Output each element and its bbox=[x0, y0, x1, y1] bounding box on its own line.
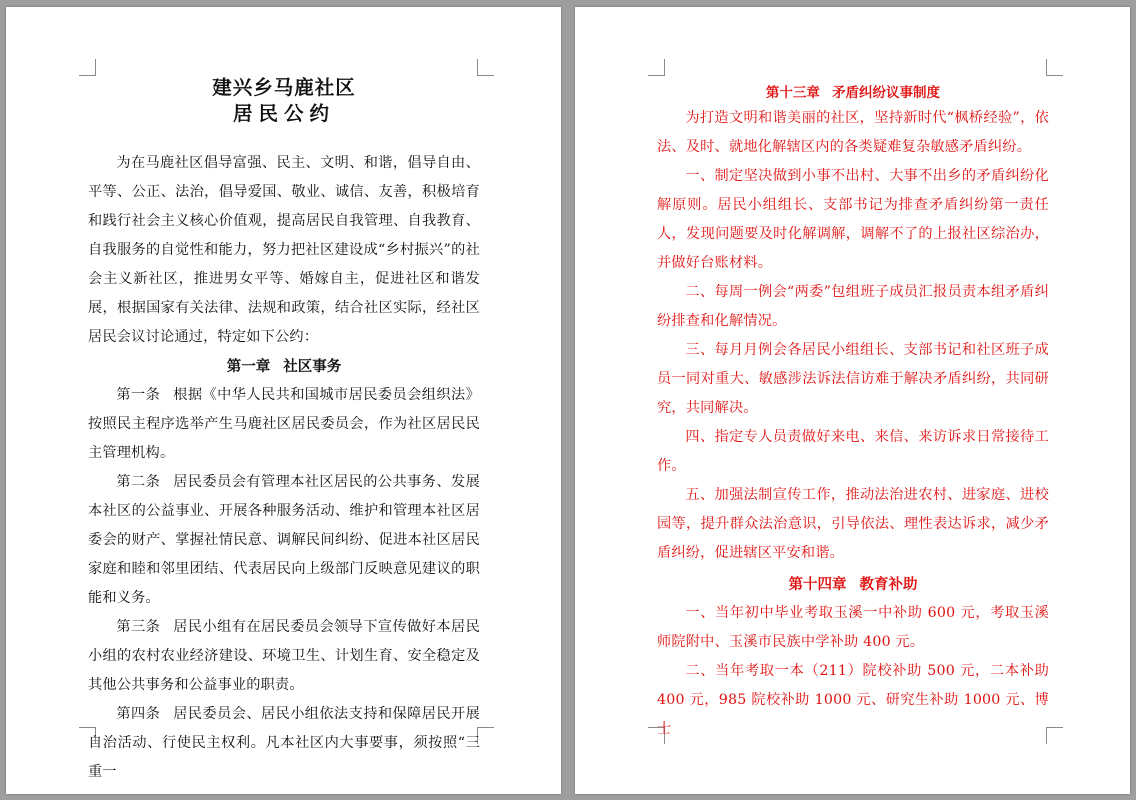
article-head: 第一条 bbox=[116, 387, 161, 403]
margin-corner-mark bbox=[1046, 59, 1063, 76]
chapter-heading bbox=[657, 82, 1049, 104]
article-head: 第三条 bbox=[116, 619, 161, 635]
list-paragraph: 五、加强法制宣传工作，推动法治进农村、进家庭、进校园等，提升群众法治意识，引导依法、理性表达诉求，减少矛盾纠纷，促进辖区平安和谐。 bbox=[657, 487, 1049, 561]
article-head: 第四条 bbox=[116, 706, 161, 722]
document-subtitle: 居民公约 bbox=[232, 102, 335, 125]
margin-corner-mark bbox=[648, 59, 665, 76]
list-paragraph: 一、当年初中毕业考取玉溪一中补助 600 元，考取玉溪师院附中、玉溪市民族中学补助 400 元。 bbox=[657, 605, 1049, 650]
intro-paragraph: 为在马鹿社区倡导富强、民主、文明、和谐，倡导自由、平等、公正、法治，倡导爱国、敬业、诚信、友善，积极培育和践行社会主义核心价值观，提高居民自我管理、自我教育、自我服务的自觉性和能力，努力把社区建设成“乡村振兴”的社会主义新社区，推进男女平等、婚嫁自主，促进社区和谐发展，根据国家有关法律、法规和政策，结合社区实际，经社区居民会议讨论通过，特定如下公约： bbox=[88, 155, 480, 345]
document-page-left bbox=[6, 7, 561, 794]
document-title: 建兴乡马鹿社区 bbox=[212, 76, 356, 99]
list-paragraph: 二、每周一例会“两委”包组班子成员汇报员责本组矛盾纠纷排查和化解情况。 bbox=[657, 284, 1049, 329]
list-paragraph: 四、指定专人员责做好来电、来信、来访诉求日常接待工作。 bbox=[657, 429, 1049, 474]
article-paragraph bbox=[88, 468, 480, 613]
chapter-name: 矛盾纠纷议事制度 bbox=[832, 85, 941, 101]
page-content-right bbox=[657, 82, 1049, 744]
article-paragraph bbox=[88, 700, 480, 787]
article-text: 居民小组有在居民委员会领导下宣传做好本居民小组的农村农业经济建设、环境卫生、计划生育、安全稳定及其他公共事务和公益事业的职责。 bbox=[88, 619, 480, 693]
chapter-number: 第十四章 bbox=[788, 576, 847, 593]
chapter-number: 第十三章 bbox=[765, 85, 820, 101]
article-paragraph bbox=[88, 381, 480, 468]
chapter-intro-paragraph: 为打造文明和谐美丽的社区，坚持新时代“枫桥经验”，依法、及时、就地化解辖区内的各类疑难复杂敏感矛盾纠纷。 bbox=[657, 110, 1049, 155]
list-paragraph: 一、制定坚决做到小事不出村、大事不出乡的矛盾纠纷化解原则。居民小组组长、支部书记为排查矛盾纠纷第一责任人，发现问题要及时化解调解，调解不了的上报社区综治办，并做好台账材料。 bbox=[657, 168, 1049, 271]
list-paragraph: 二、当年考取一本（211）院校补助 500 元，二本补助 400 元，985 院校补助 1000 元、研究生补助 1000 元、博士 bbox=[657, 663, 1049, 737]
article-paragraph bbox=[88, 613, 480, 700]
margin-corner-mark bbox=[477, 59, 494, 76]
article-head: 第二条 bbox=[116, 474, 161, 490]
margin-corner-mark bbox=[79, 59, 96, 76]
chapter-number: 第一章 bbox=[226, 358, 271, 375]
chapter-name: 社区事务 bbox=[283, 358, 342, 375]
list-paragraph: 三、每月月例会各居民小组组长、支部书记和社区班子成员一同对重大、敏感涉法诉法信访难于解决矛盾纠纷，共同研究，共同解决。 bbox=[657, 342, 1049, 416]
article-text: 根据《中华人民共和国城市居民委员会组织法》按照民主程序选举产生马鹿社区居民委员会，作为社区居民民主管理机构。 bbox=[88, 387, 480, 461]
chapter-heading bbox=[88, 352, 480, 381]
chapter-heading bbox=[657, 570, 1049, 599]
article-text: 居民委员会有管理本社区居民的公共事务、发展本社区的公益事业、开展各种服务活动、维护和管理本社区居委会的财产、掌握社情民意、调解民间纠纷、促进本社区居民家庭和睦和邻里团结、代表居民向上级部门反映意见建议的职能和义务。 bbox=[88, 474, 480, 606]
page-content-left bbox=[88, 75, 480, 787]
chapter-name: 教育补助 bbox=[859, 576, 918, 593]
document-page-right bbox=[575, 7, 1130, 794]
article-text: 居民委员会、居民小组依法支持和保障居民开展自治活动、行使民主权利。凡本社区内大事要事，须按照“三重一 bbox=[88, 706, 480, 780]
